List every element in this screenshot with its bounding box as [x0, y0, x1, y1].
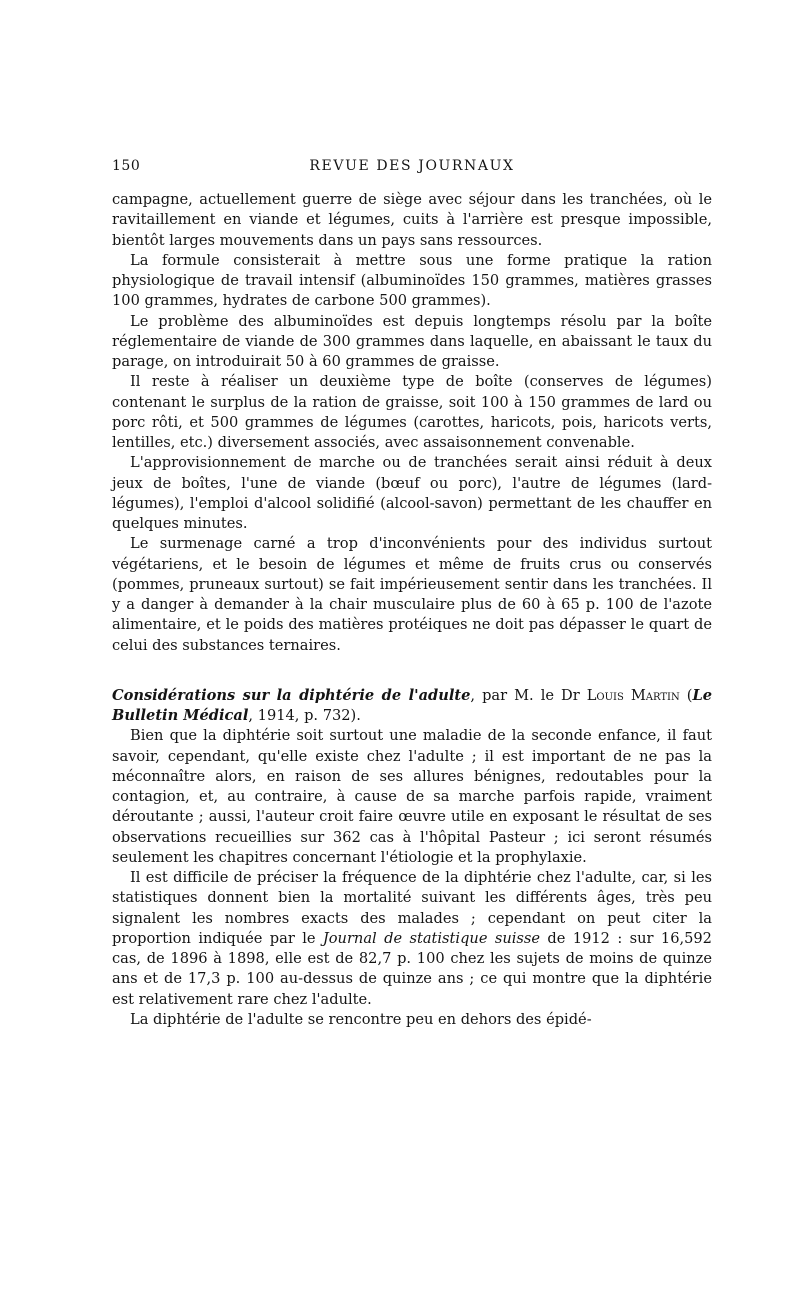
running-head: REVUE DES JOURNAUX: [309, 158, 515, 174]
page-body: [112, 190, 712, 1030]
cited-journal: Journal de statistique suisse: [322, 929, 541, 947]
paragraph-6: Le surmenage carné a trop d'inconvénients pour des individus surtout végétariens, et le besoin de légumes et même de fruits crus ou conservés (pommes, pruneaux surtout) se fait impérieusement sentir dans les tranchées. Il y a danger à demander à la chair musculaire plus de 60 à 65 p. 100 de l'azote alimentaire, et le poids des matières protéiques ne doit pas dépasser le quart de celui des substances ternaires.: [112, 535, 712, 654]
article-reference: [112, 686, 712, 727]
article-source-details: , 1914, p. 732).: [248, 707, 361, 724]
paragraph-3: Le problème des albuminoïdes est depuis longtemps résolu par la boîte réglementaire de viande de 300 grammes dans laquelle, en abaissant le taux du parage, on introduirait 50 à 60 grammes de graisse.: [112, 312, 712, 370]
article-paragraph-1: Bien que la diphtérie soit surtout une maladie de la seconde enfance, il faut savoir, cependant, qu'elle existe chez l'adulte ; il est important de ne pas la méconnaître alors, en raison de ses allures bénignes, redoutables pour la contagion, et, au contraire, à cause de sa marche parfois rapide, vraiment déroutante ; aussi, l'auteur croit faire œuvre utile en exposant le résultat de ses observations recueillies sur 362 cas à l'hôpital Pasteur ; ici seront résumés seulement les chapitres concernant l'étiologie et la prophylaxie.: [112, 727, 712, 866]
section-separator: [112, 656, 712, 686]
article-source: Le Bulletin Médical: [112, 686, 712, 724]
article-author: Louis Martin: [586, 686, 680, 704]
article-paragraph-3: La diphtérie de l'adulte se rencontre peu en dehors des épidé-: [130, 1010, 592, 1028]
article-author-prefix: , par M. le Dr: [470, 686, 587, 704]
paragraph-4: Il reste à réaliser un deuxième type de boîte (conserves de légumes) contenant le surplus de la ration de graisse, soit 100 à 150 grammes de lard ou porc rôti, et 500 grammes de légumes (carottes, haricots, pois, haricots verts, lentilles, etc.) diversement associés, avec assaisonnement convenable.: [112, 373, 712, 451]
page-number: 150: [112, 158, 141, 174]
paragraph-1: campagne, actuellement guerre de siège avec séjour dans les tranchées, où le ravitaillement en viande et légumes, cuits à l'arrière est presque impossible, bientôt larges mouvements dans un pays sans ressources.: [112, 191, 712, 249]
article-paragraph-2-start: Il est difficile de préciser la fréquence de la diphtérie chez l'adulte, car, si les statistiques donnent bien la mortalité suivant les différents âges, très peu signalent les nombres exacts des malades ; cependant on peut citer la proportion indiquée par le: [112, 869, 712, 947]
article-paragraph-2-end: de 1912 : sur 16,592 cas, de 1896 à 1898, elle est de 82,7 p. 100 chez les sujets de moins de quinze ans et de 17,3 p. 100 au-dessus de quinze ans ; ce qui montre que la diphtérie est relativement rare chez l'adulte.: [112, 929, 712, 1008]
article-title: Considérations sur la diphtérie de l'adulte: [112, 686, 471, 704]
article-paragraph-2: [112, 868, 712, 1010]
paragraph-5: L'approvisionnement de marche ou de tranchées serait ainsi réduit à deux jeux de boîtes, l'une de viande (bœuf ou porc), l'autre de légumes (lard-légumes), l'emploi d'alcool solidifié (alcool-savon) permettant de les chauffer en quelques minutes.: [112, 454, 712, 532]
article-source-open: (: [686, 686, 693, 704]
paragraph-2: La formule consisterait à mettre sous une forme pratique la ration physiologique de travail intensif (albuminoïdes 150 grammes, matières grasses 100 grammes, hydrates de carbone 500 grammes).: [112, 251, 712, 310]
page-header: [112, 158, 712, 178]
